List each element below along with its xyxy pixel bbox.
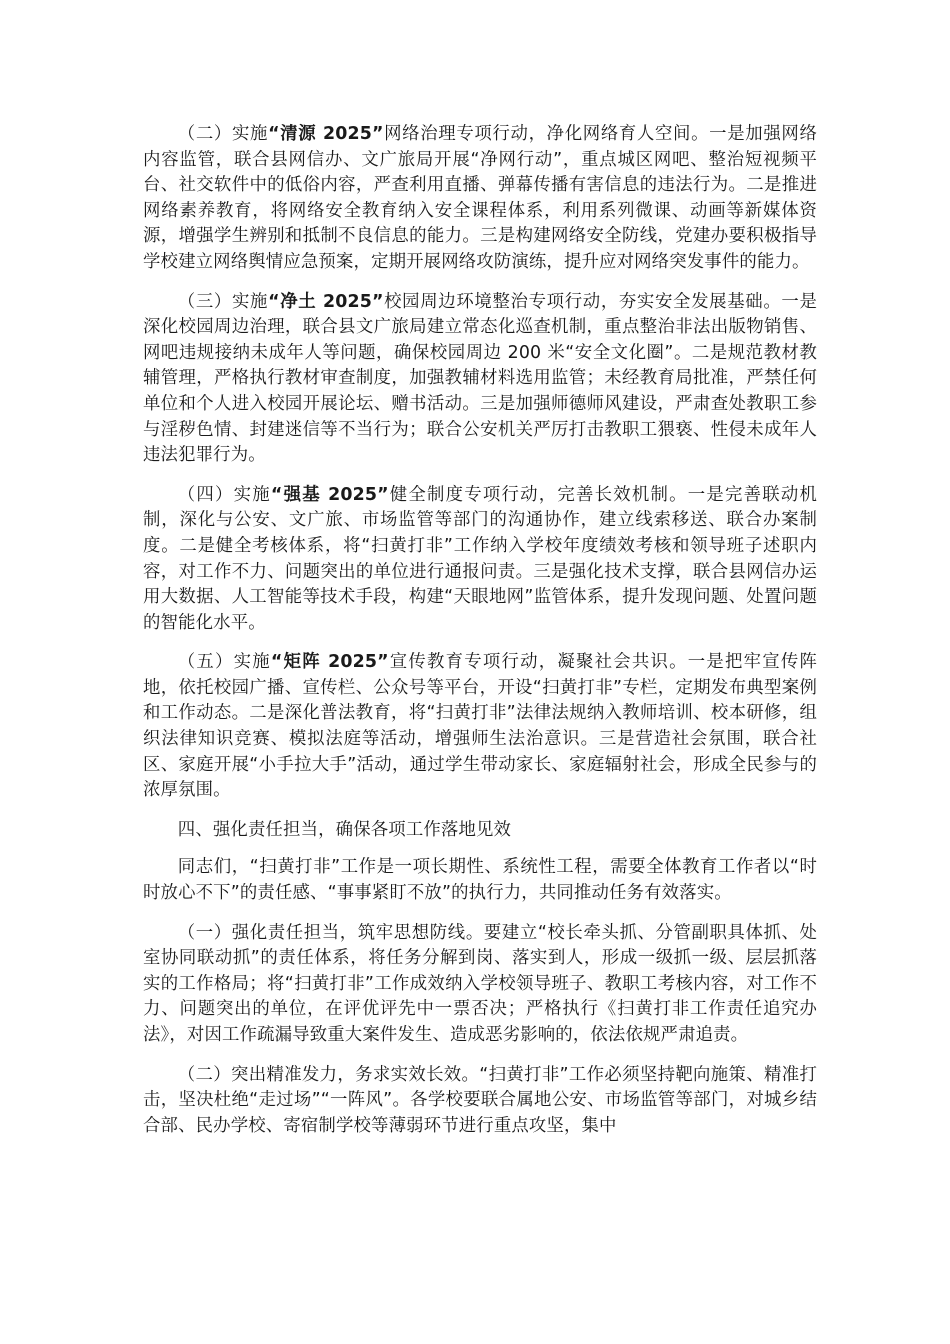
- paragraph-lead: （三）实施“净土 2025”: [177, 291, 384, 312]
- paragraph-responsibility: （一）强化责任担当，筑牢思想防线。要建立“校长牵头抓、分管副职具体抓、处室协同联动抓”的责任体系，将任务分解到岗、落实到人，形成一级抓一级、层层抓落实的工作格局；将“扫黄打非”工作成效纳入学校领导班子、教职工考核内容，对工作不力、问题突出的单位，在评优评先中一票否决；严格执行《扫黄打非工作责任追究办法》，对因工作疏漏导致重大案件发生、造成恶劣影响的，依法依规严肃追责。: [143, 922, 817, 1045]
- paragraph-lead: （二）实施“清源 2025”: [177, 124, 384, 144]
- intro-paragraph: 同志们，“扫黄打非”工作是一项长期性、系统性工程，需要全体教育工作者以“时时放心不下”的责任感、“事事紧盯不放”的执行力，共同推动任务有效落实。: [143, 857, 817, 904]
- paragraph-body: 校园周边环境整治专项行动，夯实安全发展基础。一是深化校园周边治理，联合县文广旅局建立常态化巡查机制，重点整治非法出版物销售、网吧违规接纳未成年人等问题，确保校园周边 200 米“安全文化圈”。二是规范教材教辅管理，严格执行教材审查制度，加强教辅材料选用监管；未经教育局批准，严禁任何单位和个人进入校园开展论坛、赠书活动。三是加强师德师风建设，严肃查处教职工参与淫秽色情、封建迷信等不当行为；联合公安机关严厉打击教职工猥亵、性侵未成年人违法犯罪行为。: [143, 291, 817, 466]
- paragraph-lead: （五）实施“矩阵 2025”: [177, 652, 389, 673]
- section-heading: 四、强化责任担当，确保各项工作落地见效: [177, 819, 512, 840]
- document-page: [143, 122, 817, 1153]
- paragraph-body: 健全制度专项行动，完善长效机制。一是完善联动机制，深化与公安、文广旅、市场监管等部门的沟通协作，建立线索移送、联合办案制度。二是健全考核体系，将“扫黄打非”工作纳入学校年度绩效考核和领导班子述职内容，对工作不力、问题突出的单位进行通报问责。三是强化技术支撑，联合县网信办运用大数据、人工智能等技术手段，构建“天眼地网”监管体系，提升发现问题、处置问题的智能化水平。: [143, 484, 817, 633]
- paragraph-jingtu: [143, 290, 817, 469]
- paragraph-lead: （四）实施“强基 2025”: [177, 484, 389, 505]
- paragraph-qingyuan: [143, 122, 817, 276]
- paragraph-body: 宣传教育专项行动，凝聚社会共识。一是把牢宣传阵地，依托校园广播、宣传栏、公众号等平台，开设“扫黄打非”专栏，定期发布典型案例和工作动态。二是深化普法教育，将“扫黄打非”法律法规纳入教师培训、校本研修，组织法律知识竞赛、模拟法庭等活动，增强师生法治意识。三是营造社会氛围，联合社区、家庭开展“小手拉大手”活动，通过学生带动家长、家庭辐射社会，形成全民参与的浓厚氛围。: [143, 652, 817, 801]
- paragraph-juzhen: [143, 650, 817, 804]
- paragraph-qiangji: [143, 483, 817, 637]
- paragraph-precision: （二）突出精准发力，务求实效长效。“扫黄打非”工作必须坚持靶向施策、精准打击，坚决杜绝“走过场”“一阵风”。各学校要联合属地公安、市场监管等部门，对城乡结合部、民办学校、寄宿制学校等薄弱环节进行重点攻坚，集中: [143, 1064, 817, 1136]
- paragraph-body: 网络治理专项行动，净化网络育人空间。一是加强网络内容监管，联合县网信办、文广旅局开展“净网行动”，重点城区网吧、整治短视频平台、社交软件中的低俗内容，严查利用直播、弹幕传播有害信息的违法行为。二是推进网络素养教育，将网络安全教育纳入安全课程体系，利用系列微课、动画等新媒体资源，增强学生辨别和抵制不良信息的能力。三是构建网络安全防线，党建办要积极指导学校建立网络舆情应急预案，定期开展网络攻防演练，提升应对网络突发事件的能力。: [143, 124, 817, 272]
